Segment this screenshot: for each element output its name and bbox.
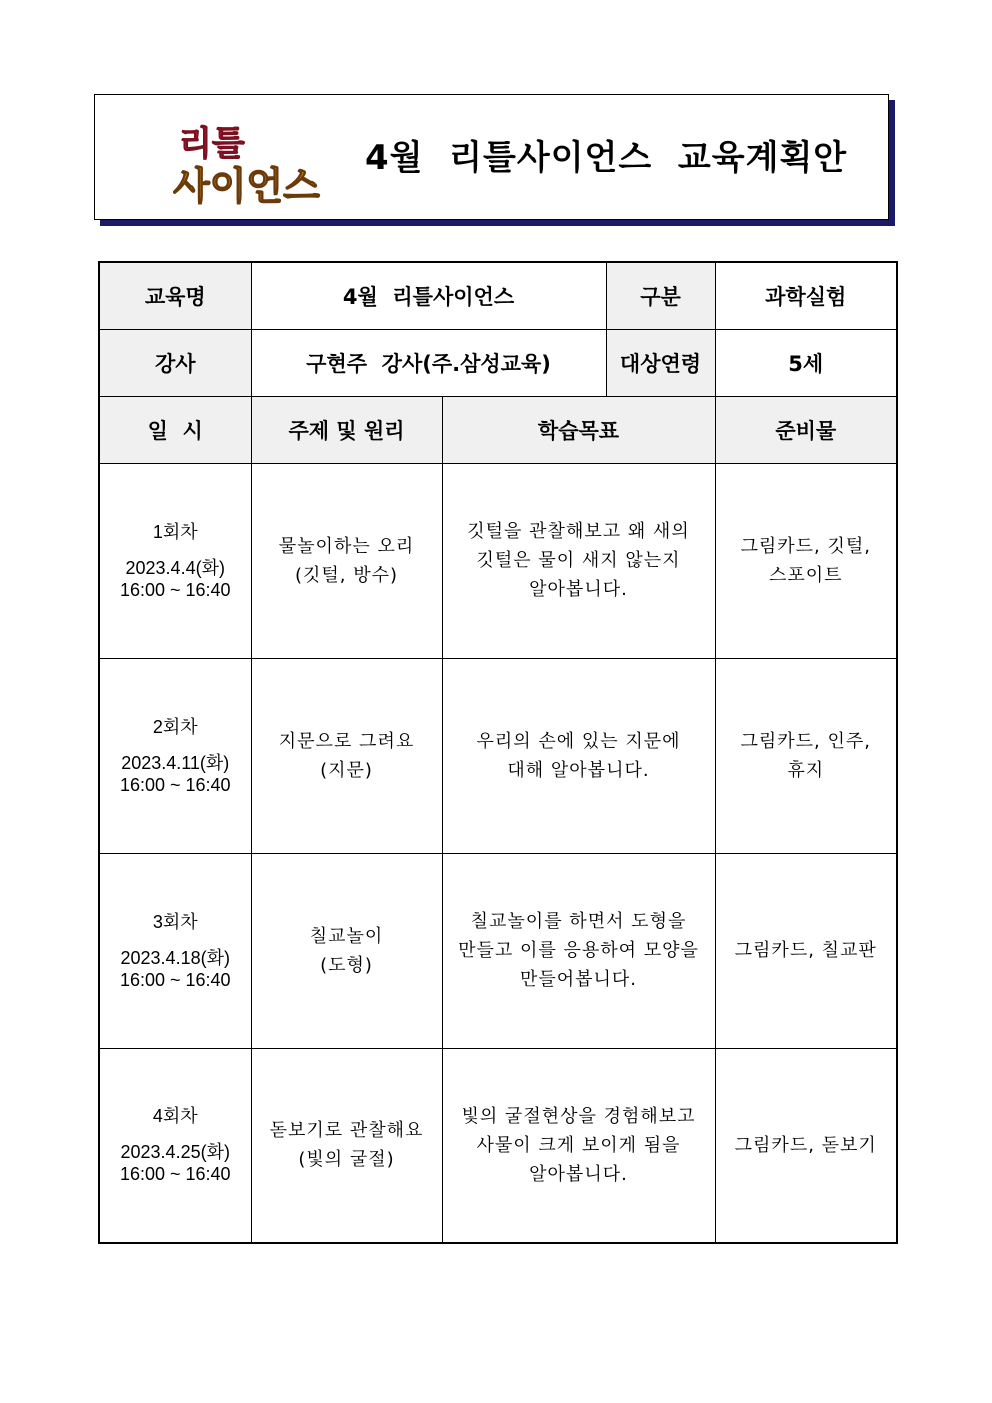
session-topic: 물놀이하는 오리 (깃털, 방수) — [251, 463, 442, 658]
session-time: 16:00 ~ 16:40 — [119, 969, 231, 990]
session-time: 16:00 ~ 16:40 — [119, 579, 231, 600]
table-row-instructor — [99, 329, 897, 396]
session-goal: 깃털을 관찰해보고 왜 새의 깃털은 물이 새지 않는지 알아봅니다. — [442, 463, 715, 658]
column-header-topic: 주제 및 원리 — [251, 396, 442, 463]
age-label: 대상연령 — [606, 329, 715, 396]
session-materials: 그림카드, 칠교판 — [715, 853, 897, 1048]
edu-name-value: 4월 리틀사이언스 — [251, 262, 606, 329]
education-plan-table — [98, 261, 898, 1244]
session-materials: 그림카드, 돋보기 — [715, 1048, 897, 1243]
session-round: 4회차 — [152, 1106, 198, 1127]
logo-text-bottom: 사이언스 — [173, 164, 320, 205]
column-header-goal: 학습목표 — [442, 396, 715, 463]
session-topic: 돋보기로 관찰해요 (빛의 굴절) — [251, 1048, 442, 1243]
category-value: 과학실험 — [715, 262, 897, 329]
session-time: 16:00 ~ 16:40 — [119, 1164, 231, 1185]
session-materials: 그림카드, 깃털, 스포이트 — [715, 463, 897, 658]
session-date: 2023.4.25(화) — [120, 1142, 230, 1163]
edu-name-label: 교육명 — [99, 262, 251, 329]
table-row — [99, 658, 897, 853]
column-header-materials: 준비물 — [715, 396, 897, 463]
little-science-logo — [173, 115, 338, 205]
session-goal: 빛의 굴절현상을 경험해보고 사물이 크게 보이게 됨을 알아봅니다. — [442, 1048, 715, 1243]
session-goal: 우리의 손에 있는 지문에 대해 알아봅니다. — [442, 658, 715, 853]
session-date-cell — [99, 658, 251, 853]
table-row — [99, 853, 897, 1048]
session-date: 2023.4.4(화) — [125, 557, 225, 578]
session-time: 16:00 ~ 16:40 — [119, 774, 231, 795]
session-round: 2회차 — [152, 716, 198, 737]
session-date-cell — [99, 463, 251, 658]
logo-text-top: 리틀 — [179, 124, 245, 164]
session-round: 1회차 — [152, 521, 198, 542]
instructor-value: 구현주 강사(주.삼성교육) — [251, 329, 606, 396]
session-date-cell — [99, 1048, 251, 1243]
category-label: 구분 — [606, 262, 715, 329]
table-row — [99, 463, 897, 658]
session-date-cell — [99, 853, 251, 1048]
session-topic: 칠교놀이 (도형) — [251, 853, 442, 1048]
title-box — [94, 94, 889, 220]
session-round: 3회차 — [152, 911, 198, 932]
session-topic: 지문으로 그려요 (지문) — [251, 658, 442, 853]
age-value: 5세 — [715, 329, 897, 396]
page-title: 4월 리틀사이언스 교육계획안 — [365, 138, 848, 178]
instructor-label: 강사 — [99, 329, 251, 396]
table-row-course — [99, 262, 897, 329]
session-date: 2023.4.18(화) — [120, 947, 230, 968]
session-date: 2023.4.11(화) — [121, 752, 230, 773]
table-header-row — [99, 396, 897, 463]
table-row — [99, 1048, 897, 1243]
column-header-date: 일 시 — [99, 396, 251, 463]
session-goal: 칠교놀이를 하면서 도형을 만들고 이를 응용하여 모양을 만들어봅니다. — [442, 853, 715, 1048]
session-materials: 그림카드, 인주, 휴지 — [715, 658, 897, 853]
